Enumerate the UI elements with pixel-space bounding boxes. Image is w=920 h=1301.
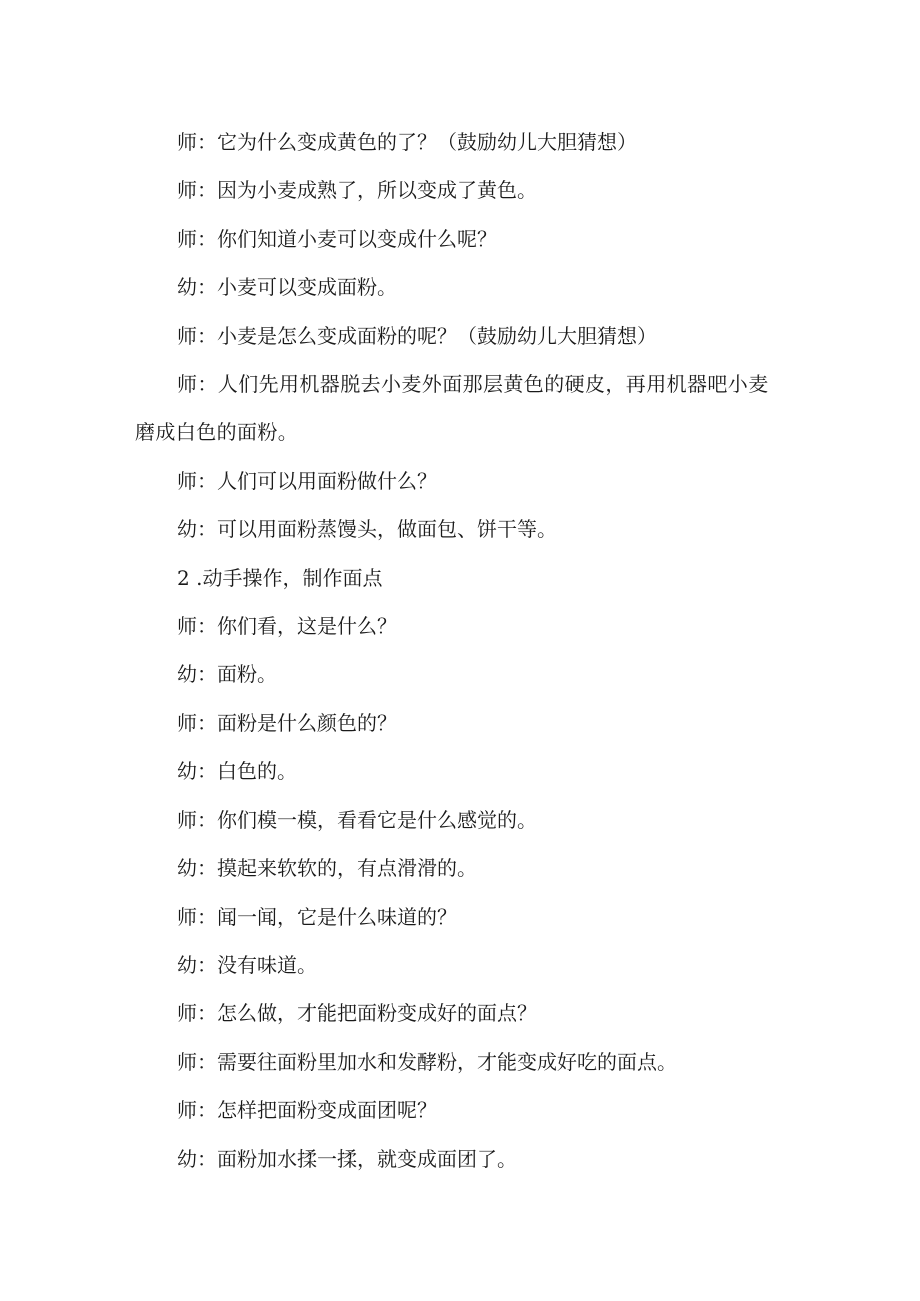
section-heading: 2 .动手操作，制作面点 bbox=[177, 565, 383, 590]
paragraph: 师：闻一闻，它是什么味道的？ bbox=[177, 904, 457, 929]
paragraph: 师：面粉是什么颜色的？ bbox=[177, 710, 397, 735]
paragraph: 师：怎么做，才能把面粉变成好的面点？ bbox=[177, 1001, 537, 1026]
paragraph: 师：你们知道小麦可以变成什么呢？ bbox=[177, 226, 497, 251]
paragraph: 幼：面粉。 bbox=[177, 662, 277, 687]
paragraph: 幼：没有味道。 bbox=[177, 952, 317, 977]
paragraph: 师：小麦是怎么变成面粉的呢？（鼓励幼儿大胆猜想） bbox=[177, 323, 657, 348]
paragraph: 幼：小麦可以变成面粉。 bbox=[177, 275, 397, 300]
paragraph: 师：人们可以用面粉做什么？ bbox=[177, 468, 437, 493]
document-body bbox=[135, 118, 785, 1183]
paragraph: 师：你们看，这是什么？ bbox=[177, 614, 397, 639]
paragraph: 幼：面粉加水揉一揉，就变成面团了。 bbox=[177, 1146, 517, 1171]
paragraph: 师：需要往面粉里加水和发酵粉，才能变成好吃的面点。 bbox=[177, 1049, 677, 1074]
paragraph: 师：人们先用机器脱去小麦外面那层黄色的硬皮，再用机器吧小麦磨成白色的面粉。 bbox=[135, 372, 769, 445]
paragraph: 师：它为什么变成黄色的了？（鼓励幼儿大胆猜想） bbox=[177, 130, 637, 154]
paragraph: 幼：白色的。 bbox=[177, 759, 297, 784]
paragraph: 师：怎样把面粉变成面团呢？ bbox=[177, 1098, 437, 1123]
paragraph: 幼：摸起来软软的，有点滑滑的。 bbox=[177, 856, 477, 881]
paragraph: 幼：可以用面粉蒸馒头，做面包、饼干等。 bbox=[177, 517, 557, 542]
paragraph: 师：你们模一模，看看它是什么感觉的。 bbox=[177, 807, 537, 832]
paragraph: 师：因为小麦成熟了，所以变成了黄色。 bbox=[177, 178, 537, 203]
